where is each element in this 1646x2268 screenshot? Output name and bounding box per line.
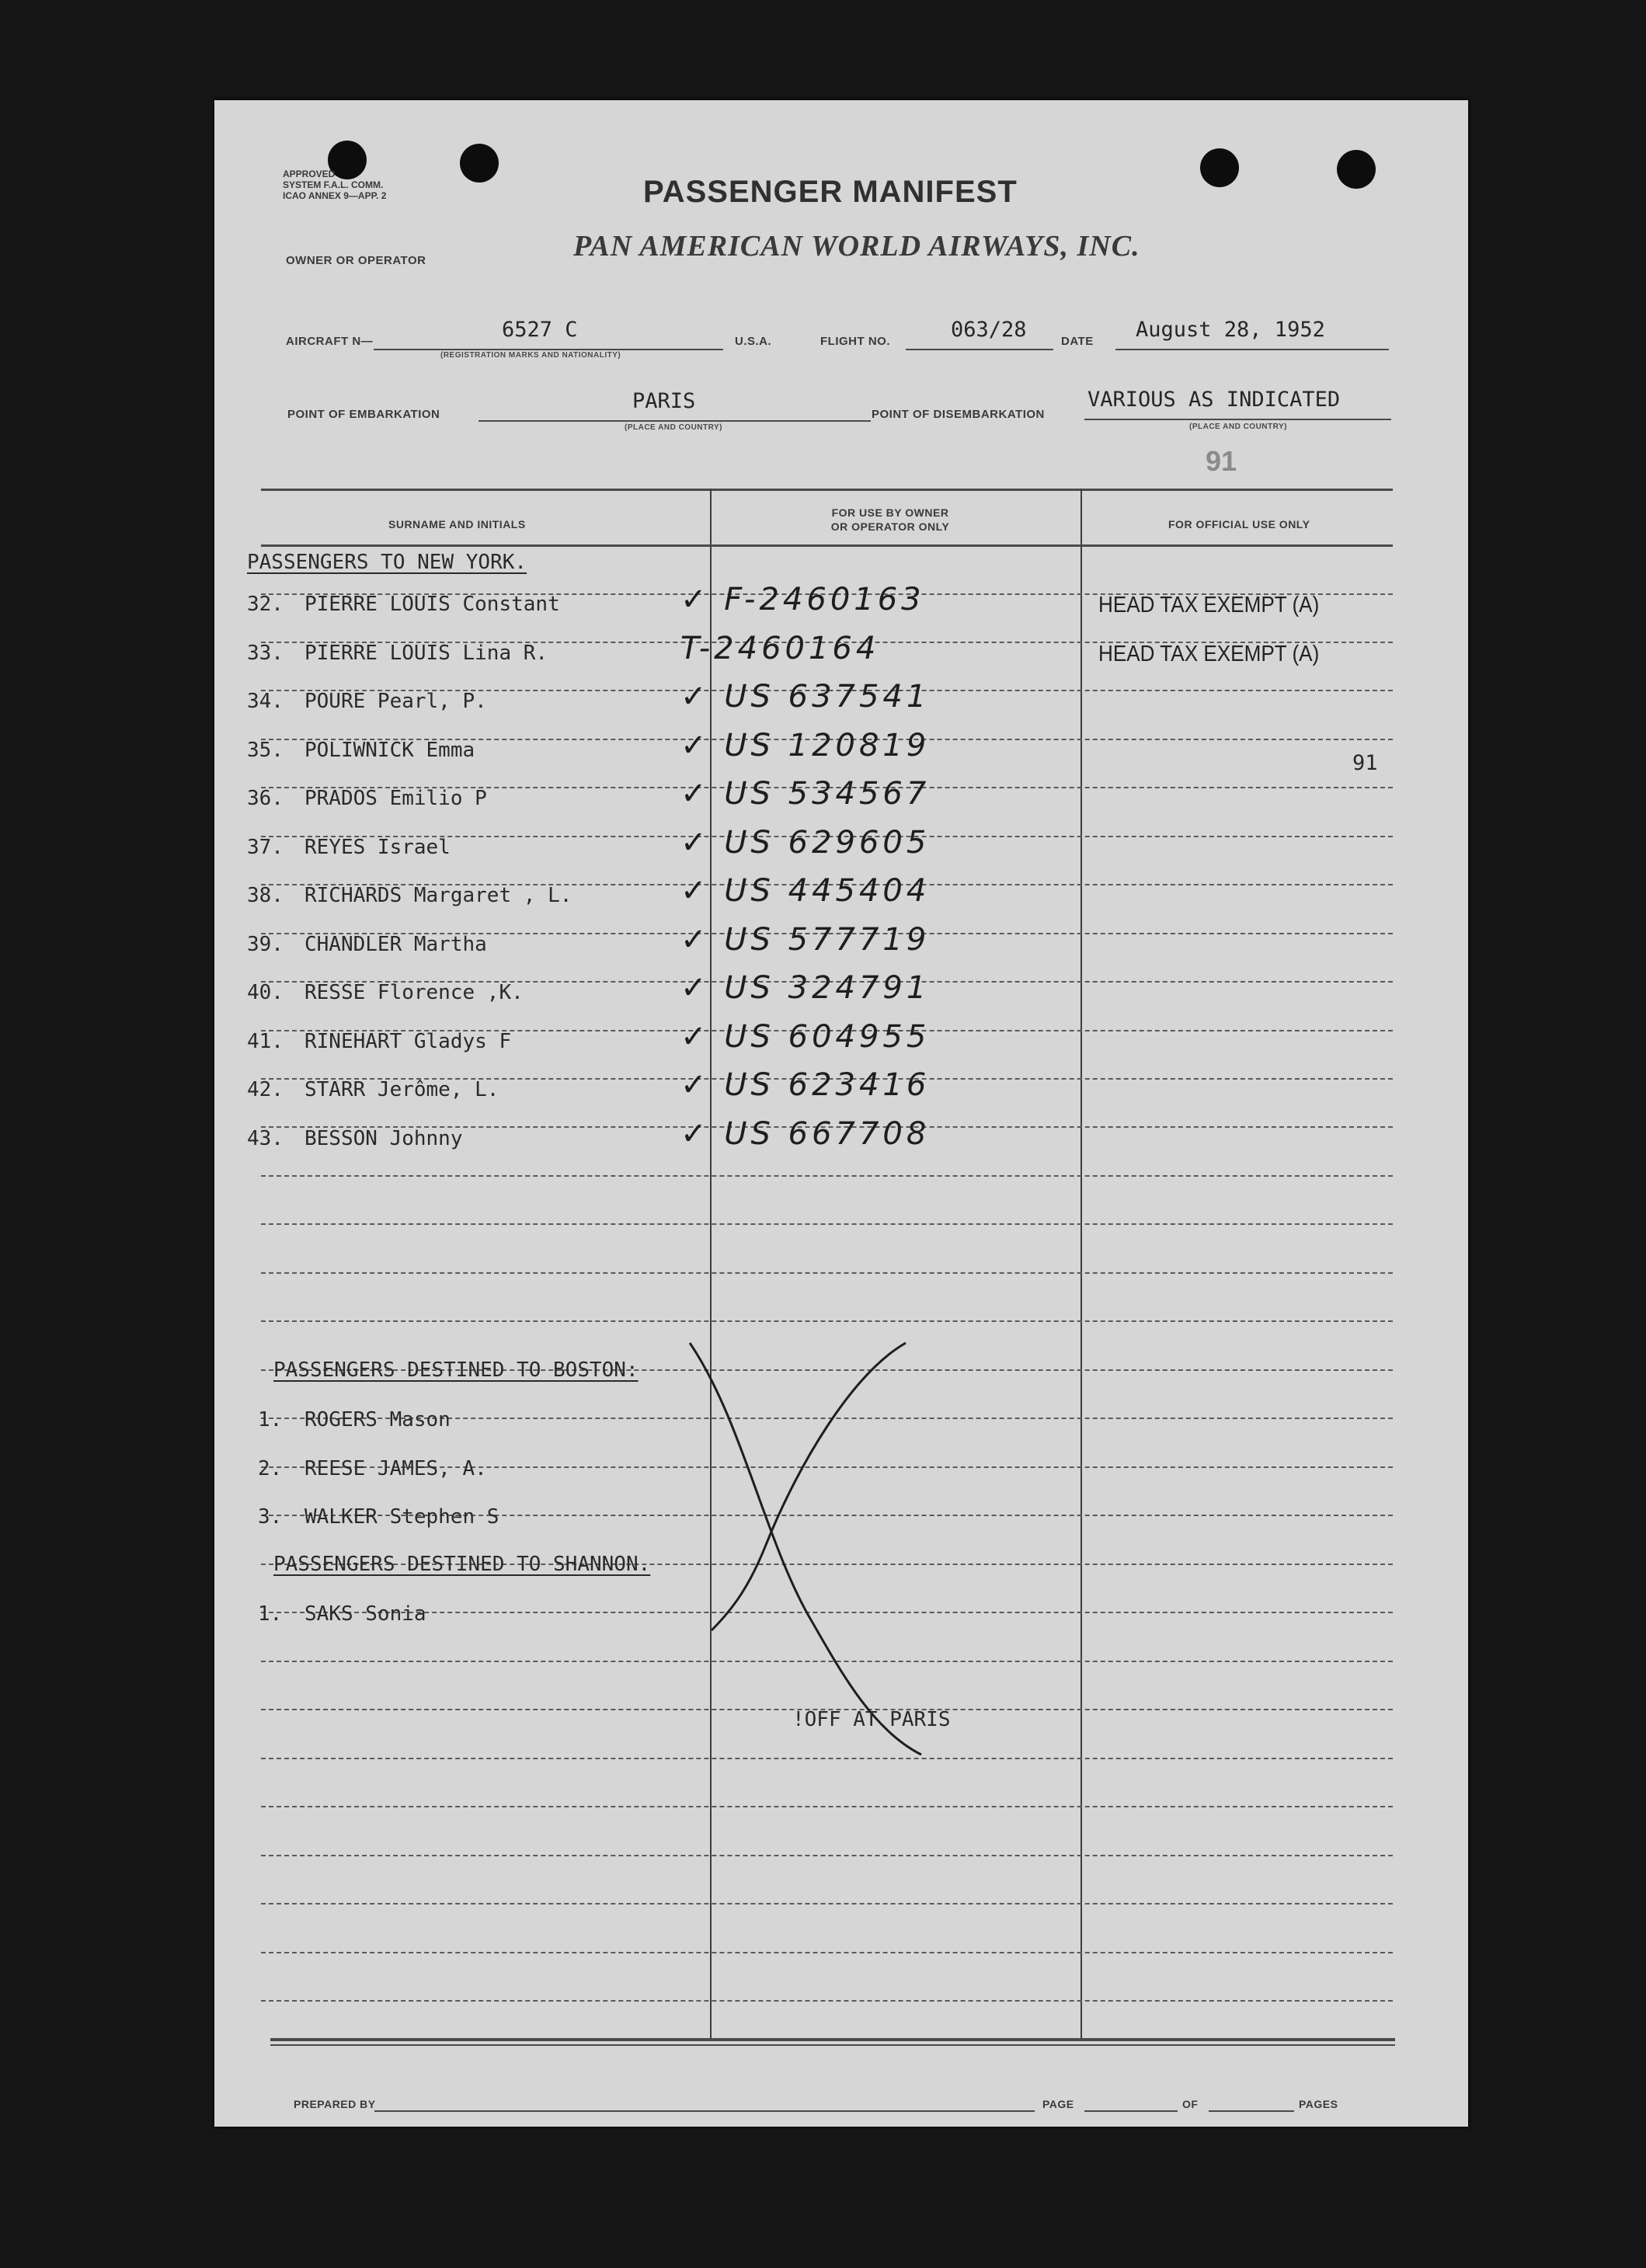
ruled-line xyxy=(261,1855,1393,1856)
ruled-line xyxy=(261,1952,1393,1953)
ticket-number: ✓ US 120819 xyxy=(680,727,931,764)
prepared-by-label: PREPARED BY xyxy=(294,2098,376,2110)
passenger-number: 33. xyxy=(247,641,284,665)
date-value: August 28, 1952 xyxy=(1136,318,1325,342)
flight-label: FLIGHT NO. xyxy=(820,335,890,348)
ruled-line xyxy=(261,2000,1393,2002)
passenger-name: RESSE Florence ,K. xyxy=(304,981,524,1004)
passenger-number: 32. xyxy=(247,593,284,616)
ticket-number: ✓ F-2460163 xyxy=(680,582,925,617)
passenger-name: CHANDLER Martha xyxy=(304,932,487,956)
ticket-number: ✓ US 623416 xyxy=(680,1067,931,1103)
official-remark: 91 xyxy=(1352,750,1378,775)
passenger-number: 38. xyxy=(247,884,284,907)
passenger-number: 34. xyxy=(247,690,284,713)
passenger-number: 36. xyxy=(247,787,284,810)
shannon-heading: PASSENGERS DESTINED TO SHANNON. xyxy=(273,1553,651,1576)
ticket-number: ✓ US 604955 xyxy=(680,1018,931,1055)
passenger-name: STARR Jerôme, L. xyxy=(304,1078,499,1101)
passenger-name: RINEHART Gladys F xyxy=(304,1029,512,1053)
disembarkation-value: VARIOUS AS INDICATED xyxy=(1087,388,1341,412)
ticket-number: ✓ US 445404 xyxy=(680,873,931,909)
approval-notice: APPROVED SYSTEM F.A.L. COMM. ICAO ANNEX 9—APP. 2 xyxy=(283,169,387,201)
passenger-number: 42. xyxy=(247,1078,284,1101)
punch-hole-icon xyxy=(1337,150,1376,189)
passenger-number: 43. xyxy=(247,1126,284,1150)
passenger-number: 41. xyxy=(247,1029,284,1053)
col-owner-header: FOR USE BY OWNER OR OPERATOR ONLY xyxy=(830,506,950,533)
of-label: OF xyxy=(1182,2098,1199,2110)
owner-label: OWNER OR OPERATOR xyxy=(286,254,426,267)
manifest-sheet xyxy=(214,100,1468,2127)
aircraft-value: 6527 C xyxy=(502,318,578,342)
embarkation-value: PARIS xyxy=(632,389,696,413)
passenger-number: 2. xyxy=(258,1456,283,1480)
page-label: PAGE xyxy=(1042,2098,1074,2110)
passenger-name: REESE JAMES, A. xyxy=(304,1456,487,1480)
ticket-number: ✓ US 324791 xyxy=(680,970,931,1006)
flight-value: 063/28 xyxy=(951,318,1027,342)
ruled-line xyxy=(261,1272,1393,1274)
new-york-heading: PASSENGERS TO NEW YORK. xyxy=(247,551,527,574)
date-label: DATE xyxy=(1061,335,1094,348)
ticket-number: ✓ US 534567 xyxy=(680,776,931,812)
disembarkation-caption: (PLACE AND COUNTRY) xyxy=(1189,423,1287,431)
passenger-name: REYES Israel xyxy=(304,835,451,859)
ticket-number: ✓ US 629605 xyxy=(680,824,931,861)
passenger-number: 39. xyxy=(247,932,284,956)
passenger-name: PIERRE LOUIS Constant xyxy=(304,593,560,616)
passenger-number: 1. xyxy=(258,1602,283,1626)
crossed-out-mark xyxy=(680,1327,929,1762)
passenger-name: PIERRE LOUIS Lina R. xyxy=(304,641,548,665)
passenger-number: 3. xyxy=(258,1505,283,1529)
passenger-name: PRADOS Emilio P xyxy=(304,787,487,810)
usa-label: U.S.A. xyxy=(735,335,772,348)
passenger-number: 1. xyxy=(258,1408,283,1431)
punch-hole-icon xyxy=(460,144,499,183)
passenger-name: BESSON Johnny xyxy=(304,1126,463,1150)
off-at-paris-note: !OFF AT PARIS xyxy=(792,1708,951,1731)
passenger-name: SAKS Sonia xyxy=(304,1602,426,1626)
owner-value: PAN AMERICAN WORLD AIRWAYS, INC. xyxy=(573,230,1140,263)
embarkation-caption: (PLACE AND COUNTRY) xyxy=(625,423,722,432)
aircraft-caption: (REGISTRATION MARKS AND NATIONALITY) xyxy=(440,351,621,360)
ruled-line xyxy=(261,1223,1393,1225)
disembarkation-label: POINT OF DISEMBARKATION xyxy=(872,408,1045,421)
ruled-line xyxy=(261,1903,1393,1904)
col-surname-header: SURNAME AND INITIALS xyxy=(388,518,526,530)
ruled-line xyxy=(261,1806,1393,1807)
passenger-name: WALKER Stephen S xyxy=(304,1505,499,1529)
ruled-line xyxy=(261,1320,1393,1322)
official-remark: HEAD TAX EXEMPT (A) xyxy=(1098,593,1320,617)
page-number-stamp: 91 xyxy=(1206,445,1237,477)
punch-hole-icon xyxy=(1200,148,1239,187)
official-remark: HEAD TAX EXEMPT (A) xyxy=(1098,641,1320,666)
col-official-header: FOR OFFICIAL USE ONLY xyxy=(1168,518,1310,530)
embarkation-label: POINT OF EMBARKATION xyxy=(287,408,440,421)
page-title: PASSENGER MANIFEST xyxy=(643,175,1018,209)
ticket-number: ✓ US 577719 xyxy=(680,921,931,958)
passenger-name: ROGERS Mason xyxy=(304,1408,451,1431)
boston-heading: PASSENGERS DESTINED TO BOSTON: xyxy=(273,1358,639,1382)
ticket-number: ✓ US 637541 xyxy=(680,679,931,715)
passenger-number: 35. xyxy=(247,738,284,762)
ruled-line xyxy=(261,1175,1393,1177)
passenger-name: POLIWNICK Emma xyxy=(304,738,475,762)
pages-label: PAGES xyxy=(1299,2098,1338,2110)
passenger-name: RICHARDS Margaret , L. xyxy=(304,884,572,907)
passenger-name: POURE Pearl, P. xyxy=(304,690,487,713)
passenger-number: 40. xyxy=(247,981,284,1004)
ticket-number: ✓ US 667708 xyxy=(680,1115,931,1152)
ticket-number: T-2460164 xyxy=(680,630,880,666)
passenger-number: 37. xyxy=(247,835,284,859)
aircraft-label: AIRCRAFT N— xyxy=(286,335,374,348)
